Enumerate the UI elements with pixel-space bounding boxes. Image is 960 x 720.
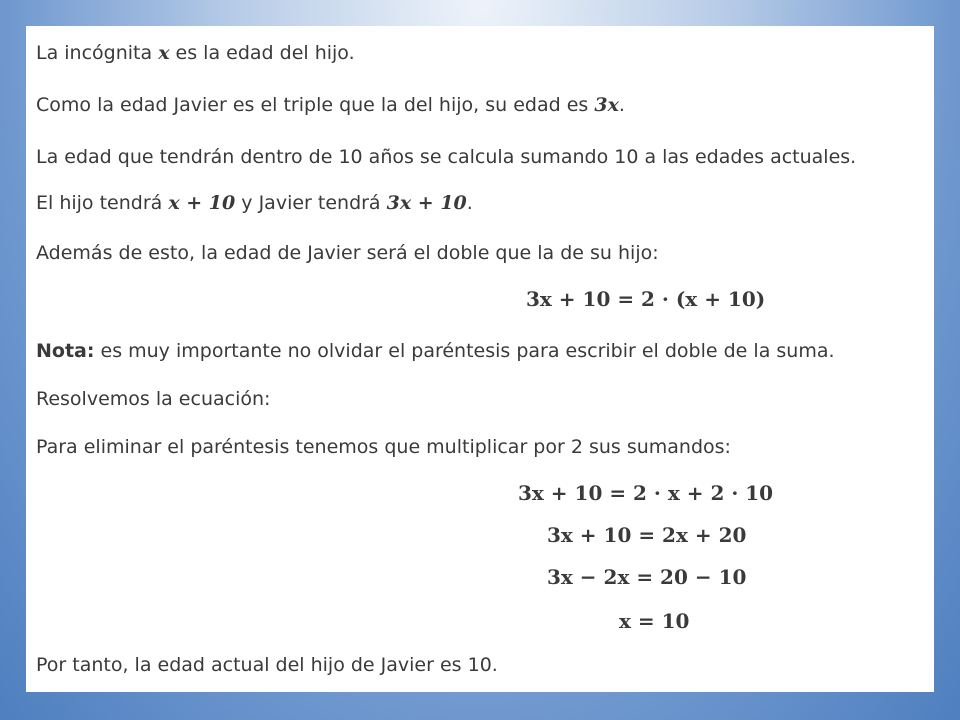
math-expression: 3x + 10 [386,192,467,214]
text: La incógnita [36,42,159,64]
note-line [36,338,835,364]
text: . [466,192,473,214]
text-line-4 [36,190,473,216]
equation-main: 3x + 10 = 2 · (x + 10) [526,287,766,311]
text-line-8: Para eliminar el paréntesis tenemos que multiplicar por 2 sus sumandos: [36,436,731,458]
text-line-5: Además de esto, la edad de Javier será el doble que la de su hijo: [36,242,659,264]
text: y Javier tendrá [235,192,387,214]
text-line-1 [36,40,355,66]
equation-step-4: x = 10 [619,609,690,633]
text-line-7: Resolvemos la ecuación: [36,388,271,410]
conclusion-line: Por tanto, la edad actual del hijo de Javier es 10. [36,654,498,676]
text: . [618,94,625,116]
content-card [26,26,934,692]
text: Como la edad Javier es el triple que la del hijo, su edad es [36,94,595,116]
text-line-3: La edad que tendrán dentro de 10 años se calcula sumando 10 a las edades actuales. [36,146,857,168]
equation-step-1: 3x + 10 = 2 · x + 2 · 10 [518,481,774,505]
equation-step-2: 3x + 10 = 2x + 20 [547,523,747,547]
text-line-2 [36,92,625,118]
note-label: Nota: [36,340,95,362]
text: El hijo tendrá [36,192,169,214]
math-expression: x + 10 [168,192,236,214]
note-text: es muy importante no olvidar el paréntesis para escribir el doble de la suma. [94,340,835,362]
math-variable: x [158,42,170,64]
math-expression: 3x [594,94,619,116]
equation-step-3: 3x − 2x = 20 − 10 [547,565,747,589]
text: es la edad del hijo. [169,42,355,64]
